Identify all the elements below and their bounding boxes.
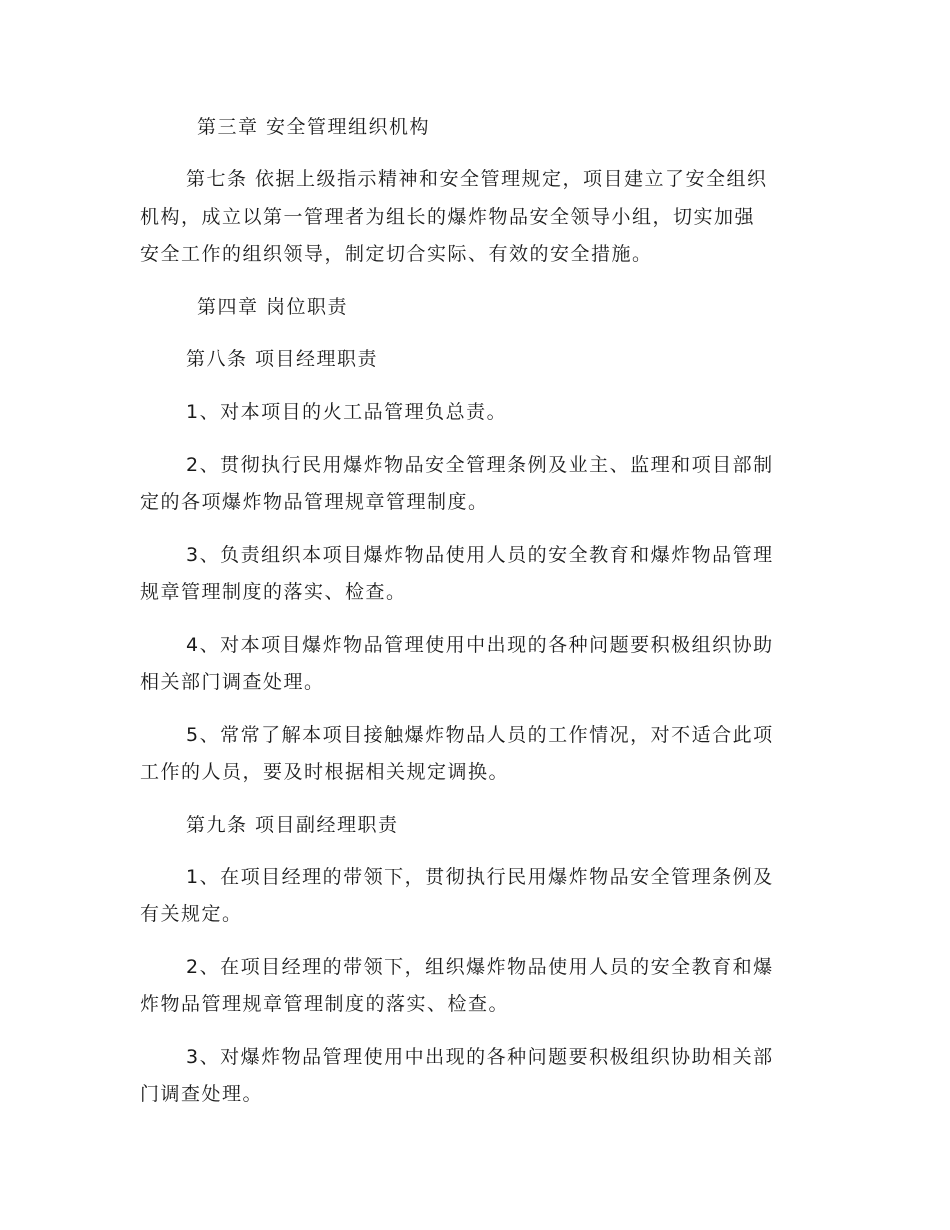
article-7-line-3: 安全工作的组织领导，制定切合实际、有效的安全措施。: [140, 243, 653, 265]
article-9-item-1-line-2: 有关规定。: [140, 903, 243, 925]
article-9-item-1-line-1: 1、在项目经理的带领下，贯彻执行民用爆炸物品安全管理条例及: [186, 866, 774, 888]
article-7-line-1: 第七条 依据上级指示精神和安全管理规定，项目建立了安全组织: [186, 168, 768, 190]
chapter-3-title: 第三章 安全管理组织机构: [197, 116, 431, 138]
article-8-item-2-line-2: 定的各项爆炸物品管理规章管理制度。: [140, 491, 489, 513]
article-8-title: 第八条 项目经理职责: [186, 348, 379, 370]
article-9-title: 第九条 项目副经理职责: [186, 814, 399, 836]
chapter-4-title: 第四章 岗位职责: [197, 296, 349, 318]
article-8-item-2-line-1: 2、贯彻执行民用爆炸物品安全管理条例及业主、监理和项目部制: [186, 454, 774, 476]
article-8-item-5-line-1: 5、常常了解本项目接触爆炸物品人员的工作情况，对不适合此项: [186, 724, 774, 746]
article-8-item-3-line-1: 3、负责组织本项目爆炸物品使用人员的安全教育和爆炸物品管理: [186, 544, 774, 566]
article-7-line-2: 机构，成立以第一管理者为组长的爆炸物品安全领导小组，切实加强: [140, 206, 756, 228]
article-8-item-1: 1、对本项目的火工品管理负总责。: [186, 401, 508, 423]
article-9-item-3-line-2: 门调查处理。: [140, 1083, 264, 1105]
article-8-item-5-line-2: 工作的人员，要及时根据相关规定调换。: [140, 761, 510, 783]
article-8-item-4-line-2: 相关部门调查处理。: [140, 671, 325, 693]
article-9-item-3-line-1: 3、对爆炸物品管理使用中出现的各种问题要积极组织协助相关部: [186, 1046, 774, 1068]
article-8-item-4-line-1: 4、对本项目爆炸物品管理使用中出现的各种问题要积极组织协助: [186, 634, 774, 656]
article-8-item-3-line-2: 规章管理制度的落实、检查。: [140, 581, 407, 603]
article-9-item-2-line-1: 2、在项目经理的带领下，组织爆炸物品使用人员的安全教育和爆: [186, 956, 774, 978]
article-9-item-2-line-2: 炸物品管理规章管理制度的落实、检查。: [140, 993, 510, 1015]
